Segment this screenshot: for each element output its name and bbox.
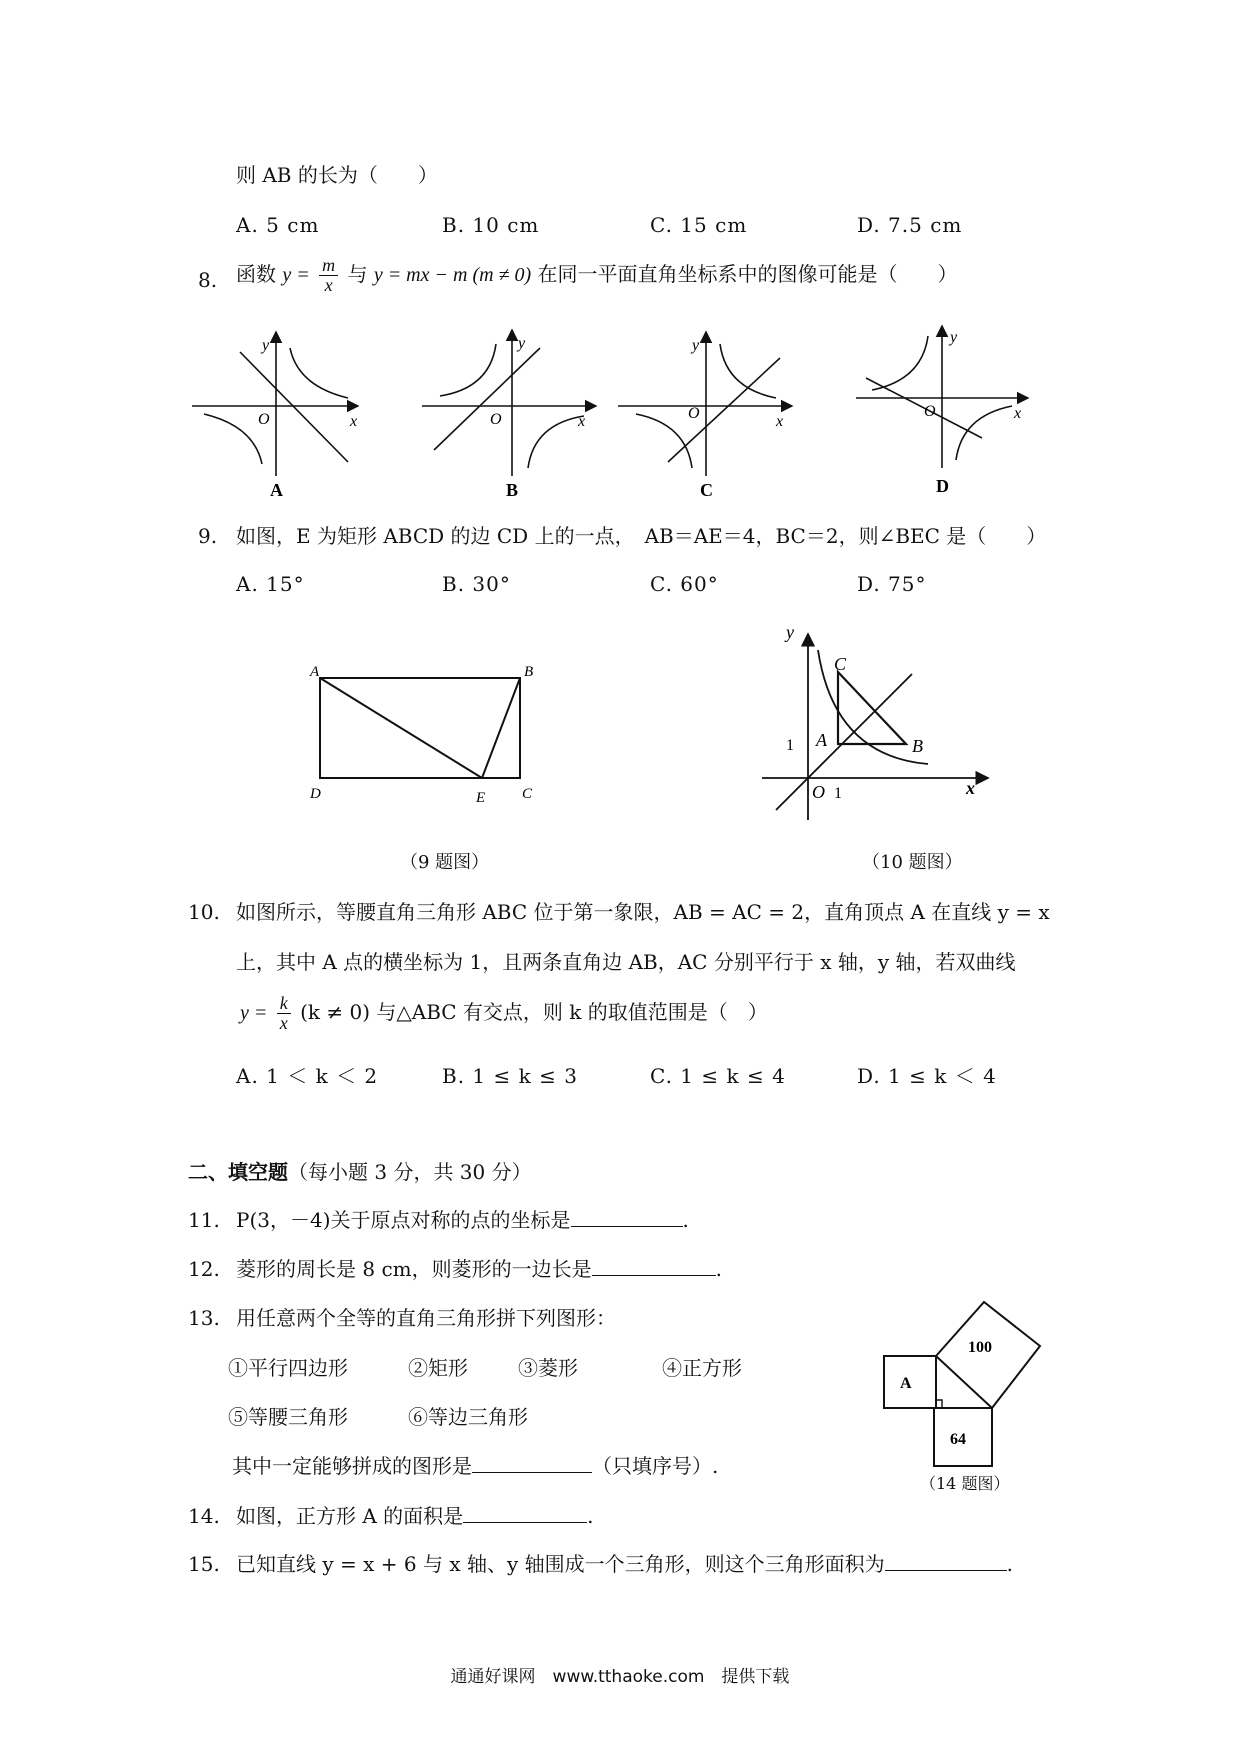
q14-number: 14. bbox=[188, 1504, 220, 1528]
q10-fig-b: B bbox=[912, 736, 923, 756]
q9-figure bbox=[300, 656, 580, 816]
q7-option-a: A. 5 cm bbox=[236, 213, 320, 237]
q8-graph-b-o: O bbox=[490, 411, 502, 428]
q14-text: 如图，正方形 A 的面积是 bbox=[236, 1504, 464, 1528]
q10-frac-den: x bbox=[279, 1012, 288, 1033]
q8-graph-label-a: A bbox=[270, 480, 283, 498]
q12-answer-blank[interactable] bbox=[592, 1275, 716, 1276]
q8-graph-a-o: O bbox=[258, 411, 270, 428]
q10-fig-c: C bbox=[834, 654, 847, 674]
q8-eq2: y = mx − m (m ≠ 0) bbox=[373, 263, 532, 286]
q9-point-c: C bbox=[522, 786, 533, 802]
q13-shape-1: ①平行四边形 bbox=[228, 1356, 348, 1380]
q10-fig-y: y bbox=[786, 622, 794, 642]
q8-number: 8. bbox=[198, 268, 218, 292]
q13-shape-5: ⑤等腰三角形 bbox=[228, 1405, 348, 1429]
q13-stem: 用任意两个全等的直角三角形拼下列图形： bbox=[236, 1306, 616, 1330]
q14-fig-label-a: A bbox=[900, 1375, 912, 1392]
q7-option-c: C. 15 cm bbox=[650, 213, 748, 237]
q10-fig-x: x bbox=[966, 778, 975, 798]
q11-stem bbox=[236, 1208, 689, 1232]
q11-number: 11. bbox=[188, 1208, 220, 1232]
section2-note: （每小题 3 分，共 30 分） bbox=[288, 1160, 532, 1184]
q8-graph-b-y: y bbox=[518, 335, 526, 352]
q14-stem bbox=[236, 1504, 594, 1528]
q10-option-a: A. 1 ＜ k ＜ 2 bbox=[236, 1064, 379, 1088]
q8-graph-c-y: y bbox=[692, 337, 700, 354]
q8-post: 在同一平面直角坐标系中的图像可能是（ ） bbox=[537, 261, 958, 286]
q10-fraction bbox=[277, 994, 291, 1033]
q9-point-b: B bbox=[524, 664, 534, 680]
q12-number: 12. bbox=[188, 1257, 220, 1281]
q14-fig-label-64: 64 bbox=[950, 1431, 966, 1448]
q9-point-d: D bbox=[310, 786, 321, 802]
q8-graph-d bbox=[856, 326, 1028, 468]
q8-graph-d-o: O bbox=[924, 403, 936, 420]
q9-point-e: E bbox=[476, 790, 486, 806]
q15-number: 15. bbox=[188, 1552, 220, 1576]
q9-option-b: B. 30° bbox=[442, 572, 511, 596]
q14-answer-blank[interactable] bbox=[463, 1522, 587, 1523]
q8-graph-d-y: y bbox=[950, 329, 958, 346]
section2-title: 二、填空题 bbox=[188, 1160, 288, 1184]
q13-ask-tail: （只填序号）. bbox=[592, 1454, 719, 1478]
q10-line3 bbox=[240, 994, 768, 1033]
q9-point-a: A bbox=[310, 664, 320, 680]
q8-graph-c-o: O bbox=[688, 405, 700, 422]
q8-stem bbox=[236, 256, 958, 295]
page-footer: 通通好课网 www.tthaoke.com 提供下载 bbox=[450, 1667, 790, 1687]
q8-graph-c-x: x bbox=[776, 413, 784, 430]
q13-ask bbox=[232, 1454, 718, 1478]
q8-mid: 与 bbox=[347, 261, 368, 286]
q13-number: 13. bbox=[188, 1306, 220, 1330]
q15-answer-blank[interactable] bbox=[885, 1570, 1007, 1571]
q8-graph-a bbox=[192, 332, 358, 476]
q10-fig-one-x: 1 bbox=[834, 785, 842, 802]
q10-frac-num: k bbox=[277, 994, 291, 1014]
q7-tail: 则 AB 的长为（ ） bbox=[236, 163, 438, 187]
q15-end: . bbox=[1006, 1552, 1013, 1576]
section2-heading bbox=[188, 1160, 532, 1184]
q13-ask-text: 其中一定能够拼成的图形是 bbox=[232, 1454, 472, 1478]
q10-option-d: D. 1 ≤ k ＜ 4 bbox=[857, 1064, 997, 1088]
q13-shape-3: ③菱形 bbox=[518, 1356, 578, 1380]
q8-graph-a-y: y bbox=[262, 337, 270, 354]
q8-graph-a-x: x bbox=[350, 413, 358, 430]
q9-option-c: C. 60° bbox=[650, 572, 719, 596]
q13-shape-2: ②矩形 bbox=[408, 1356, 468, 1380]
q10-figure-caption: （10 题图） bbox=[862, 852, 963, 873]
q7-option-d: D. 7.5 cm bbox=[857, 213, 963, 237]
q11-end: . bbox=[682, 1208, 689, 1232]
q10-option-b: B. 1 ≤ k ≤ 3 bbox=[442, 1064, 578, 1088]
q10-number: 10. bbox=[188, 900, 220, 924]
q14-end: . bbox=[587, 1504, 594, 1528]
q10-line3-rest: (k ≠ 0) 与△ABC 有交点，则 k 的取值范围是（ ） bbox=[300, 999, 768, 1024]
q9-option-d: D. 75° bbox=[857, 572, 927, 596]
q12-text: 菱形的周长是 8 cm，则菱形的一边长是 bbox=[236, 1257, 592, 1281]
q9-figure-caption: （9 题图） bbox=[400, 852, 490, 873]
q8-graph-c bbox=[618, 332, 792, 476]
q8-frac-num: m bbox=[319, 256, 338, 276]
q14-fig-label-100: 100 bbox=[968, 1339, 992, 1356]
q15-text: 已知直线 y = x + 6 与 x 轴、y 轴围成一个三角形，则这个三角形面积为 bbox=[236, 1552, 885, 1576]
q10-fig-a: A bbox=[816, 730, 827, 750]
q7-option-b: B. 10 cm bbox=[442, 213, 540, 237]
q8-graph-d-x: x bbox=[1014, 405, 1022, 422]
q11-text: P(3，－4)关于原点对称的点的坐标是 bbox=[236, 1208, 571, 1232]
q10-eq-lhs: y = bbox=[240, 1001, 268, 1024]
q8-pre: 函数 bbox=[236, 261, 276, 286]
q8-graph-label-d: D bbox=[936, 476, 949, 496]
q8-fraction bbox=[319, 256, 338, 295]
q10-line1: 如图所示，等腰直角三角形 ABC 位于第一象限，AB = AC = 2，直角顶点 A 在直线 y = x bbox=[236, 900, 1050, 924]
q10-figure bbox=[756, 620, 996, 840]
q8-graphs bbox=[0, 318, 1240, 498]
q14-figure-caption: （14 题图） bbox=[920, 1474, 1010, 1493]
q11-answer-blank[interactable] bbox=[571, 1226, 683, 1227]
q9-stem: 如图，E 为矩形 ABCD 的边 CD 上的一点， AB＝AE＝4，BC＝2，则∠BEC 是（ ） bbox=[236, 524, 1047, 548]
q12-stem bbox=[236, 1257, 722, 1281]
q8-graph-b bbox=[422, 330, 596, 476]
q9-number: 9. bbox=[198, 524, 218, 548]
q12-end: . bbox=[715, 1257, 722, 1281]
q10-line2: 上，其中 A 点的横坐标为 1，且两条直角边 AB，AC 分别平行于 x 轴，y 轴，若双曲线 bbox=[236, 950, 1016, 974]
q8-graph-label-c: C bbox=[700, 480, 713, 498]
q13-answer-blank[interactable] bbox=[472, 1472, 592, 1473]
q8-graph-label-b: B bbox=[506, 480, 519, 498]
q8-graph-b-x: x bbox=[578, 413, 586, 430]
q14-figure bbox=[876, 1300, 1056, 1470]
q8-frac-den: x bbox=[324, 274, 333, 295]
q10-fig-o: O bbox=[812, 782, 825, 802]
q10-fig-one-y: 1 bbox=[786, 737, 794, 754]
q13-shape-4: ④正方形 bbox=[662, 1356, 742, 1380]
q8-eq1-lhs: y = bbox=[282, 263, 310, 286]
q15-stem bbox=[236, 1552, 1013, 1576]
q10-option-c: C. 1 ≤ k ≤ 4 bbox=[650, 1064, 786, 1088]
q13-shape-6: ⑥等边三角形 bbox=[408, 1405, 528, 1429]
q9-option-a: A. 15° bbox=[236, 572, 305, 596]
